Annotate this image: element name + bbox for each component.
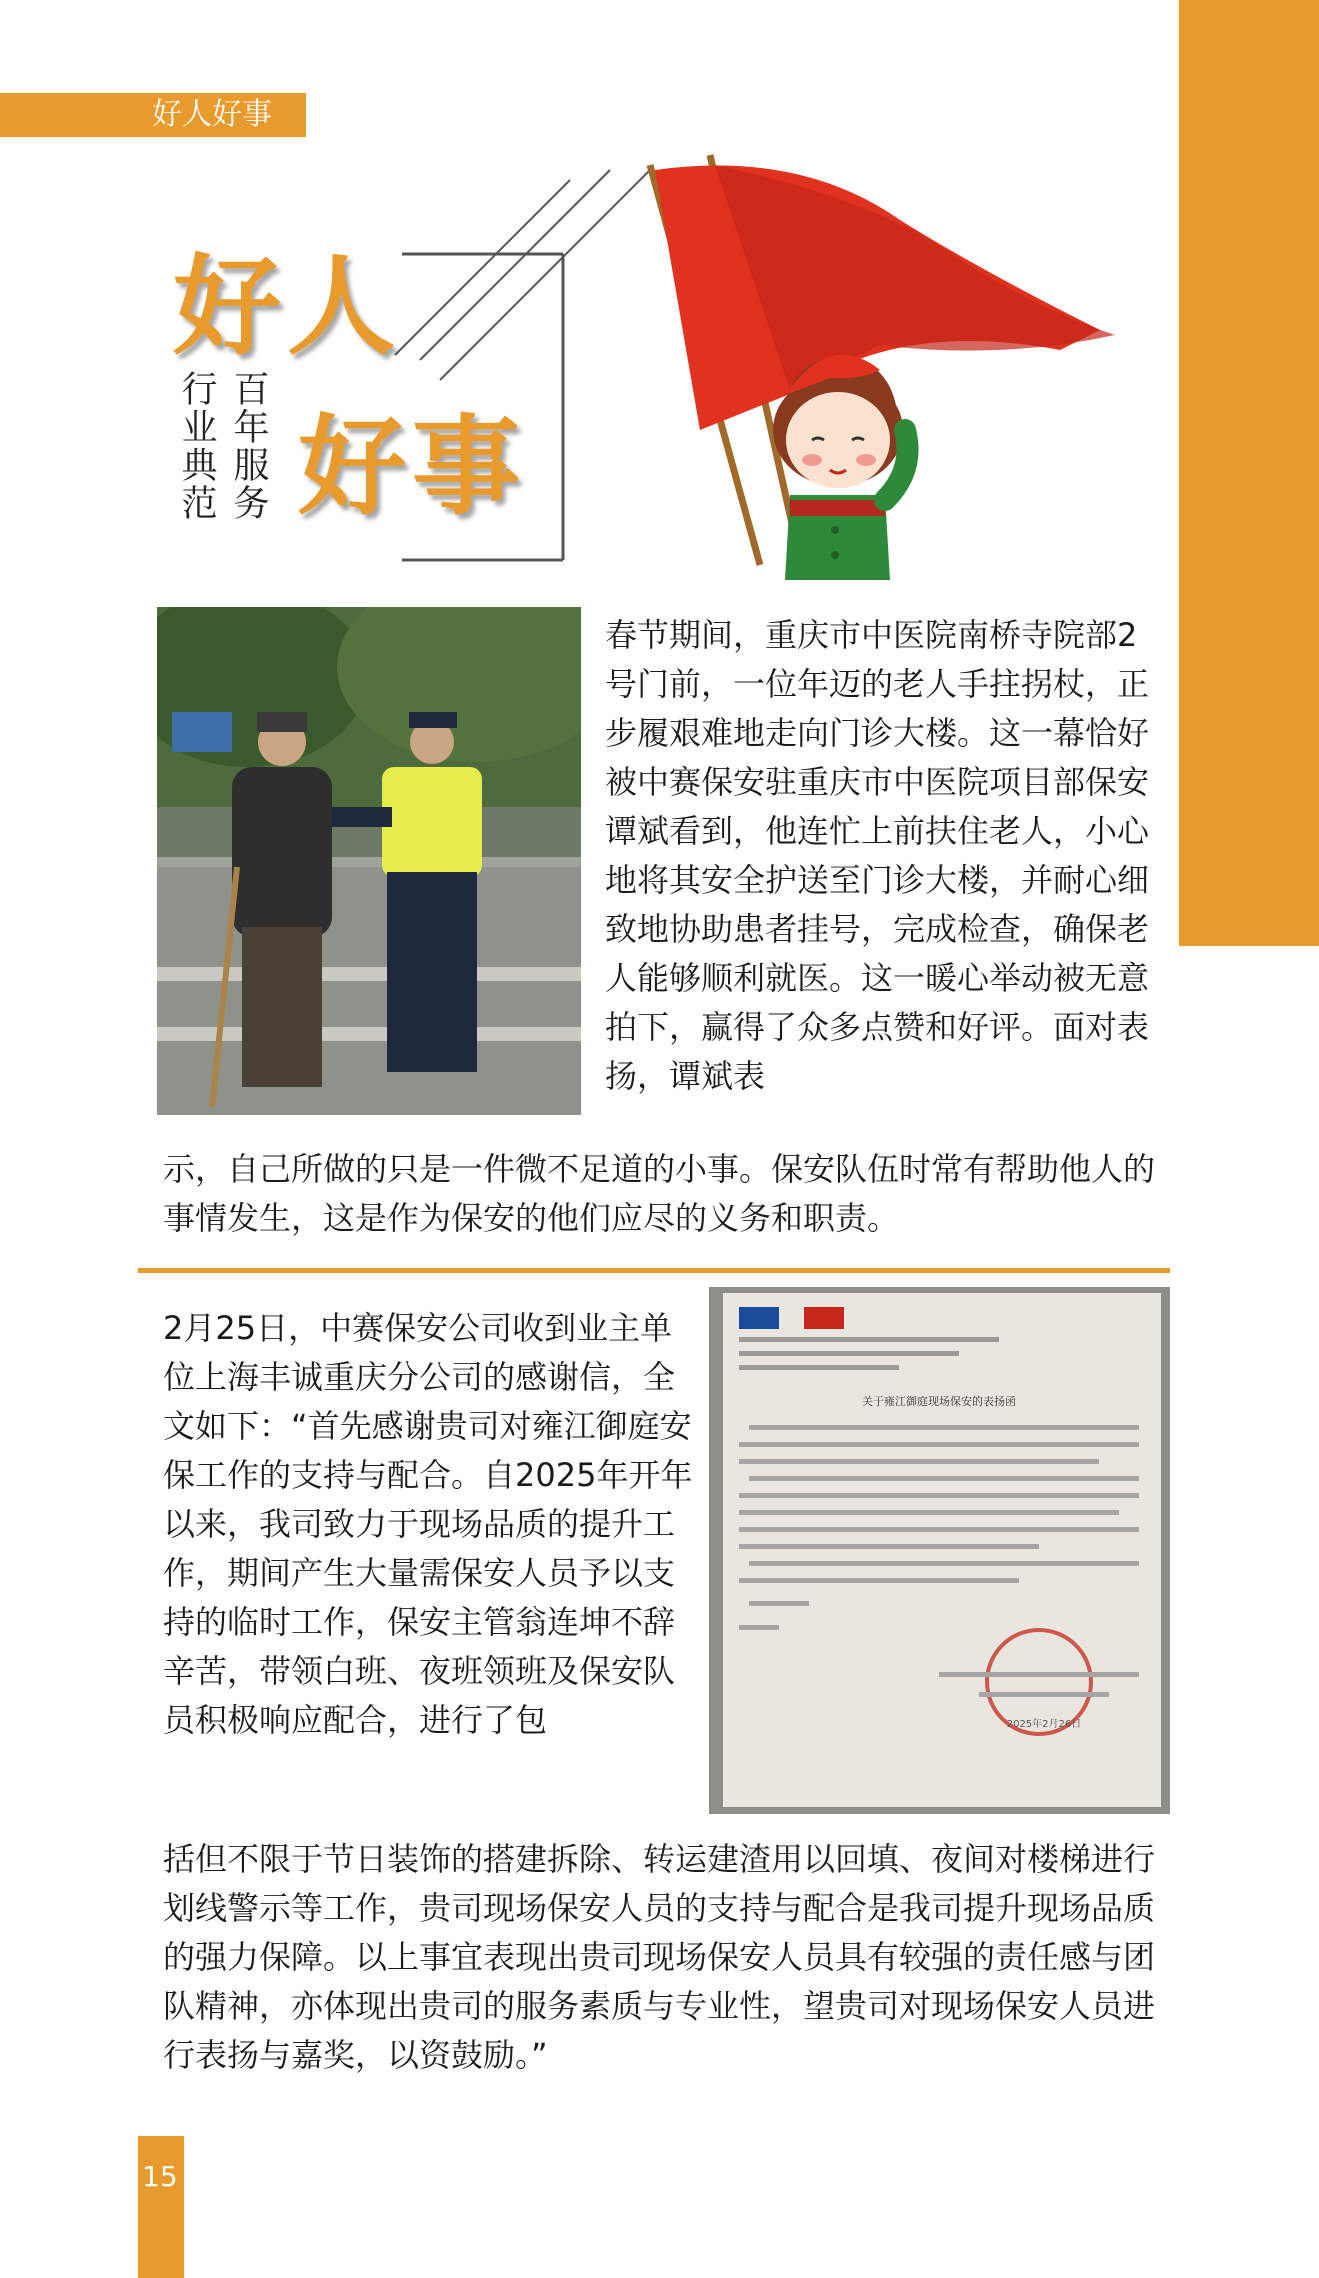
guard-helping-elderly-photo — [157, 607, 581, 1115]
title-line-2: 好事 — [298, 404, 527, 530]
page-number-bar — [138, 2136, 184, 2278]
girl-figure-icon — [773, 355, 908, 580]
title-line-1: 好人 — [173, 244, 402, 370]
story2-full-width-text: 括但不限于节日装饰的搭建拆除、转运建渣用以回填、夜间对楼梯进行划线警示等工作，贵司现场保安人员的支持与配合是我司提升现场品质的强力保障。以上事宜表现出贵司现场保安人员具有较强的责任感与团队精神，亦体现出贵司的服务素质与专业性，望贵司对现场保安人员进行表扬与嘉奖，以资鼓励。” — [163, 1840, 1156, 2074]
story2-wrapped-text: 2月25日，中赛保安公司收到业主单位上海丰诚重庆分公司的感谢信，全文如下：“首先感谢贵司对雍江御庭安保工作的支持与配合。自2025年开年以来，我司致力于现场品质的提升工作，期间产生大量需保安人员予以支持的临时工作，保安主管翁连坤不辞辛苦，带领白班、夜班领班及保安队员积极响应配合，进行了包 — [163, 1309, 693, 1739]
letter-heading: 关于雍江御庭现场保安的表扬函 — [862, 1395, 1016, 1408]
thank-you-letter-photo — [709, 1287, 1170, 1814]
section-divider — [138, 1268, 1170, 1273]
section-tag-label: 好人好事 — [152, 97, 272, 132]
page-number: 15 — [142, 2160, 178, 2193]
subtitle-column-1: 百年服务 — [228, 370, 269, 522]
story1-full-width-text: 示，自己所做的只是一件微不足道的小事。保安队伍时常有帮助他人的事情发生，这是作为保安的他们应尽的义务和职责。 — [163, 1150, 1156, 1237]
letter-date: 2025年2月26日 — [1006, 1719, 1082, 1730]
subtitle-column-2: 行业典范 — [176, 370, 217, 522]
story1-wrapped-text: 春节期间，重庆市中医院南桥寺院部2号门前，一位年迈的老人手拄拐杖，正步履艰难地走向门诊大楼。这一幕恰好被中赛保安驻重庆市中医院项目部保安谭斌看到，他连忙上前扶住老人，小心地将其安全护送至门诊大楼，并耐心细致地协助患者挂号，完成检查，确保老人能够顺利就医。这一暖心举动被无意拍下，赢得了众多点赞和好评。面对表扬，谭斌表 — [605, 616, 1150, 1095]
